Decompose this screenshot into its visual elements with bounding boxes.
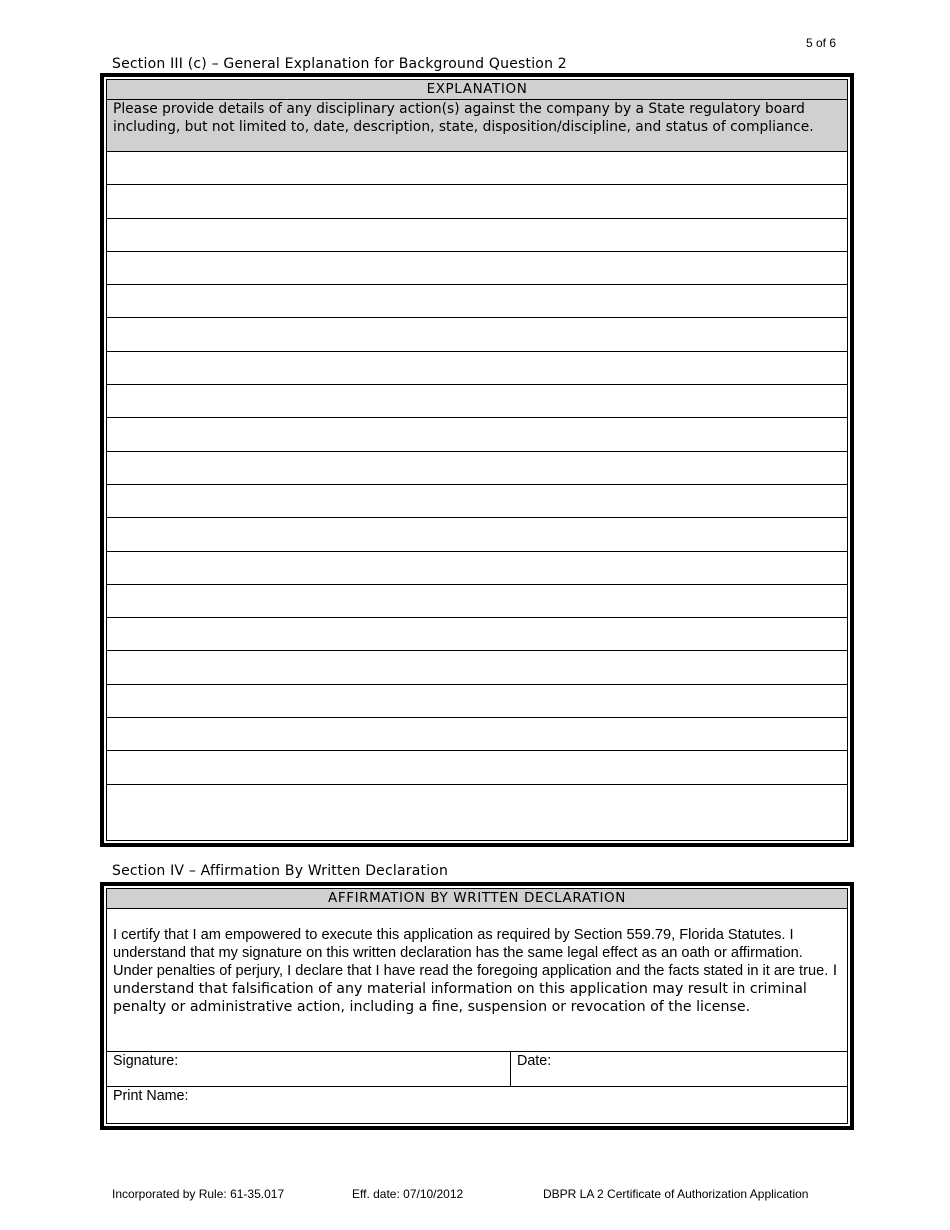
explanation-line[interactable] (107, 418, 847, 451)
explanation-line[interactable] (107, 219, 847, 252)
signature-field[interactable] (107, 1052, 511, 1086)
signature-row (107, 1052, 847, 1087)
footer-eff-date: Eff. date: 07/10/2012 (352, 1187, 464, 1201)
explanation-line[interactable] (107, 651, 847, 684)
explanation-line[interactable] (107, 618, 847, 651)
explanation-line[interactable] (107, 685, 847, 718)
explanation-instructions: Please provide details of any disciplinary action(s) against the company by a State regulatory board including, but not limited to, date, description, state, disposition/discipline, and status of compliance. (107, 100, 847, 152)
explanation-line[interactable] (107, 185, 847, 218)
affirmation-table (106, 888, 848, 1124)
explanation-line[interactable] (107, 785, 847, 818)
affirmation-statement-part1: I certify that I am empowered to execute this application as required by Section 559.79, Florida Statutes. I understand that my signature on this written declaration has the same legal effect as an oath or affirmation. Under penalties of perjury, I declare that I have read the foregoing application and the facts stated in it are true. (113, 927, 829, 979)
explanation-line[interactable] (107, 252, 847, 285)
explanation-line[interactable] (107, 751, 847, 784)
explanation-box (100, 73, 854, 847)
section-3c-title: Section III (c) – General Explanation for Background Question 2 (112, 56, 567, 72)
date-field[interactable] (511, 1052, 847, 1086)
explanation-line[interactable] (107, 452, 847, 485)
explanation-line[interactable] (107, 152, 847, 185)
footer-form-name: DBPR LA 2 Certificate of Authorization Application (543, 1187, 809, 1201)
explanation-line[interactable] (107, 552, 847, 585)
explanation-line[interactable] (107, 385, 847, 418)
explanation-line[interactable] (107, 518, 847, 551)
explanation-line[interactable] (107, 718, 847, 751)
date-label: Date: (517, 1053, 552, 1069)
explanation-line[interactable] (107, 285, 847, 318)
section-4-title: Section IV – Affirmation By Written Declaration (112, 863, 449, 879)
explanation-table (106, 79, 848, 841)
footer-rule: Incorporated by Rule: 61-35.017 (112, 1187, 285, 1201)
explanation-header: EXPLANATION (107, 80, 847, 100)
affirmation-statement (107, 909, 847, 1052)
affirmation-header: AFFIRMATION BY WRITTEN DECLARATION (107, 889, 847, 909)
print-name-label: Print Name: (113, 1088, 189, 1104)
affirmation-box (100, 882, 854, 1130)
explanation-line[interactable] (107, 585, 847, 618)
explanation-line[interactable] (107, 318, 847, 351)
signature-label: Signature: (113, 1053, 179, 1069)
explanation-line[interactable] (107, 485, 847, 518)
explanation-line[interactable] (107, 352, 847, 385)
page-number: 5 of 6 (806, 36, 837, 50)
affirmation-statement-part2: I understand that falsification of any material information on this application may result in criminal penalty or administrative action, including a fine, suspension or revocation of the license. (113, 963, 837, 1015)
print-name-field[interactable] (107, 1087, 847, 1122)
